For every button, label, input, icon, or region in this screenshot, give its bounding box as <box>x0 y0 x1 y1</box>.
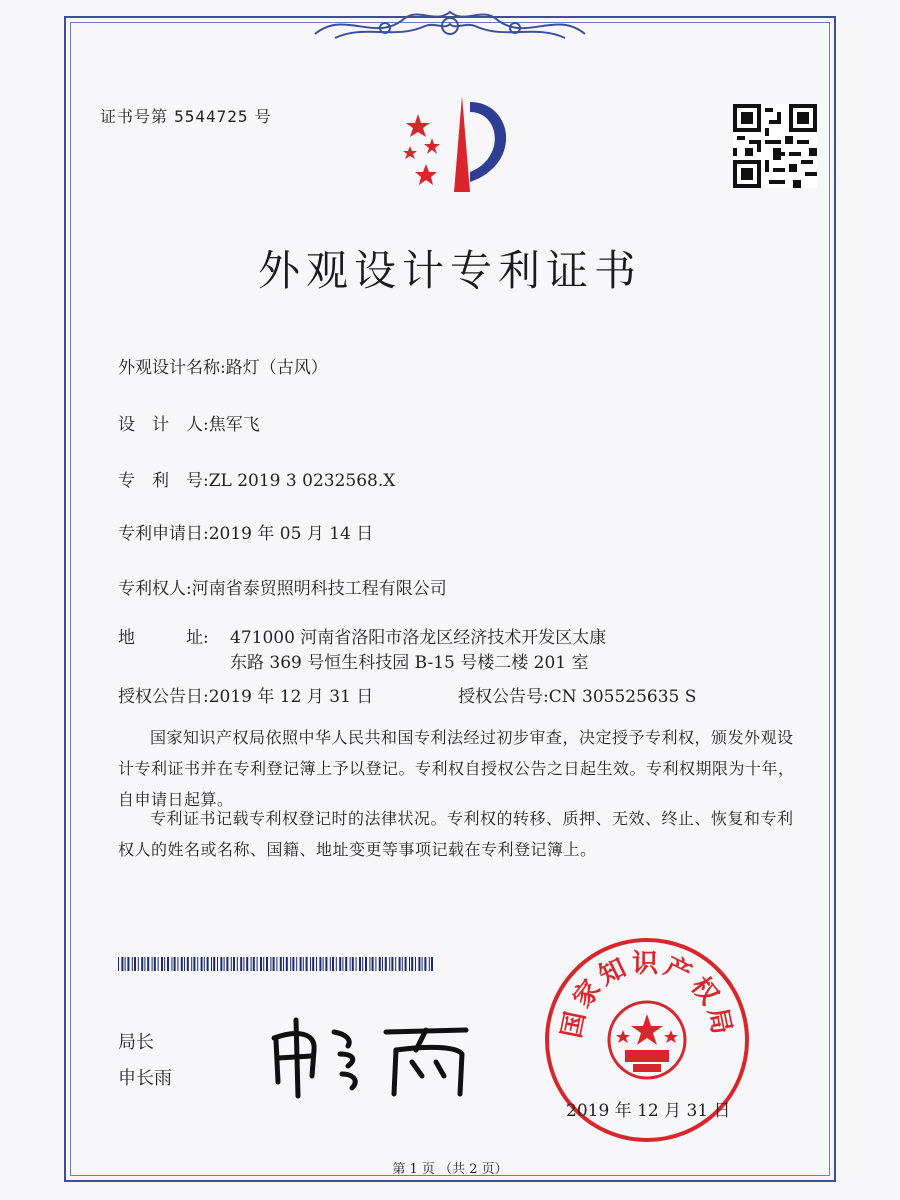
page-number: 第 1 页 （共 2 页） <box>392 1162 508 1177</box>
barcode-bar <box>201 957 203 971</box>
barcode-bar <box>316 957 317 971</box>
barcode-bar <box>144 957 145 971</box>
grant-number-label: 授权公告号: <box>458 687 549 707</box>
barcode-bar <box>429 957 430 971</box>
designer-label: 设 计 人: <box>118 415 209 435</box>
barcode-bar <box>415 957 416 971</box>
barcode-bar <box>402 957 403 971</box>
barcode-bar <box>336 957 337 971</box>
seal-text: 国家知识产权局 <box>556 948 738 1041</box>
barcode-bar <box>310 957 311 971</box>
barcode-bar <box>342 957 343 971</box>
patentee-value: 河南省泰贸照明科技工程有限公司 <box>191 579 447 599</box>
designer-row <box>118 410 260 435</box>
barcode-bar <box>352 957 354 971</box>
barcode-bar <box>391 957 393 971</box>
barcode-bar <box>325 957 327 971</box>
barcode-bar <box>177 957 178 971</box>
barcode-bar <box>372 957 374 971</box>
barcode-bar <box>141 957 143 971</box>
barcode-bar <box>375 957 376 971</box>
certificate-number <box>100 104 272 127</box>
director-title: 局长 <box>118 1032 154 1053</box>
barcode-bar <box>369 957 370 971</box>
body-paragraph-1: 国家知识产权局依照中华人民共和国专利法经过初步审查，决定授予专利权，颁发外观设计专利证书并在专利登记簿上予以登记。专利权自授权公告之日起生效。专利权期限为十年，自申请日起算。 <box>118 728 795 809</box>
barcode-bar <box>276 957 277 971</box>
barcode-bar <box>270 957 271 971</box>
barcode-bar <box>339 957 341 971</box>
barcode-bar <box>300 957 302 971</box>
filing-date-row <box>118 519 373 544</box>
barcode-bar <box>118 957 119 971</box>
barcode-bar <box>167 957 169 971</box>
certificate-number-label: 证书号第 <box>100 107 169 126</box>
barcode-bar <box>211 957 212 971</box>
barcode-bar <box>283 957 284 971</box>
barcode-bar <box>399 957 401 971</box>
barcode-bar <box>260 957 262 971</box>
design-name-row <box>118 353 328 378</box>
certificate-number-suffix: 号 <box>254 107 272 126</box>
barcode-bar <box>243 957 244 971</box>
barcode-bar <box>134 957 136 971</box>
barcode-bar <box>409 957 410 971</box>
barcode-bar <box>164 957 165 971</box>
director-signature <box>256 1010 496 1100</box>
barcode-bar <box>231 957 232 971</box>
barcode-bar <box>350 957 351 971</box>
body-paragraph-2: 专利证书记载专利权登记时的法律状况。专利权的转移、质押、无效、终止、恢复和专利权人的姓名或名称、国籍、地址变更等事项记载在专利登记簿上。 <box>118 809 794 859</box>
grant-date-label: 授权公告日: <box>118 687 209 707</box>
barcode-bar <box>280 957 282 971</box>
barcode-bar <box>121 957 123 971</box>
barcode-bar <box>181 957 183 971</box>
barcode-bar <box>204 957 205 971</box>
certificate-number-value: 5544725 <box>174 107 249 126</box>
seal-date: 2019 年 12 月 31 日 <box>566 1101 731 1121</box>
barcode-bar <box>330 957 331 971</box>
barcode-bar <box>385 957 387 971</box>
barcode-bar <box>273 957 275 971</box>
qr-code-icon <box>733 104 817 188</box>
barcode-icon <box>118 957 434 971</box>
barcode-bar <box>217 957 218 971</box>
filing-date-label: 专利申请日: <box>118 524 209 544</box>
barcode-bar <box>323 957 324 971</box>
barcode-bar <box>359 957 361 971</box>
barcode-bar <box>184 957 185 971</box>
barcode-bar <box>174 957 176 971</box>
barcode-bar <box>207 957 209 971</box>
barcode-bar <box>405 957 407 971</box>
barcode-bar <box>253 957 255 971</box>
barcode-bar <box>332 957 334 971</box>
barcode-bar <box>154 957 156 971</box>
barcode-bar <box>224 957 225 971</box>
barcode-bar <box>213 957 215 971</box>
barcode-bar <box>197 957 198 971</box>
barcode-bar <box>240 957 242 971</box>
barcode-bar <box>292 957 294 971</box>
barcode-bar <box>263 957 264 971</box>
barcode-bar <box>418 957 420 971</box>
grant-date-value: 2019 年 12 月 31 日 <box>208 687 374 707</box>
top-ornament-icon <box>305 4 595 46</box>
address-label: 地 址: <box>118 628 209 648</box>
barcode-bar <box>296 957 297 971</box>
design-name-label: 外观设计名称: <box>118 358 226 378</box>
patentee-label: 专利权人: <box>118 579 192 599</box>
design-name-value: 路灯（古风） <box>225 358 328 378</box>
barcode-bar <box>422 957 423 971</box>
barcode-bar <box>233 957 235 971</box>
barcode-bar <box>290 957 291 971</box>
barcode-bar <box>138 957 139 971</box>
barcode-bar <box>132 957 133 971</box>
barcode-bar <box>127 957 129 971</box>
barcode-bar <box>365 957 367 971</box>
designer-value: 焦军飞 <box>208 415 260 435</box>
filing-date-value: 2019 年 05 月 14 日 <box>208 524 374 544</box>
barcode-bar <box>389 957 390 971</box>
barcode-bar <box>193 957 195 971</box>
certificate-title: 外观设计专利证书 <box>257 246 642 295</box>
barcode-bar <box>395 957 396 971</box>
address-value: 471000 河南省洛阳市洛龙区经济技术开发区太康东路 369 号恒生科技园 B-15 号楼二楼 201 室 <box>230 628 607 673</box>
grant-number-row <box>458 682 696 707</box>
barcode-bar <box>382 957 383 971</box>
barcode-bar <box>266 957 268 971</box>
barcode-bar <box>220 957 222 971</box>
barcode-bar <box>152 957 153 971</box>
grant-date-row <box>118 682 373 707</box>
patent-number-label: 专 利 号: <box>118 471 209 491</box>
barcode-bar <box>431 957 433 971</box>
barcode-bar <box>312 957 314 971</box>
barcode-bar <box>125 957 126 971</box>
barcode-bar <box>257 957 258 971</box>
cnipa-emblem-icon <box>388 94 528 194</box>
patentee-row <box>118 574 447 599</box>
barcode-bar <box>362 957 363 971</box>
barcode-bar <box>306 957 308 971</box>
barcode-bar <box>171 957 172 971</box>
barcode-bar <box>158 957 159 971</box>
patent-number-row <box>118 466 395 491</box>
barcode-bar <box>226 957 228 971</box>
barcode-bar <box>251 957 252 971</box>
director-name: 申长雨 <box>118 1068 172 1089</box>
patent-number-value: ZL 2019 3 0232568.X <box>208 471 396 491</box>
barcode-bar <box>237 957 238 971</box>
barcode-bar <box>345 957 347 971</box>
barcode-bar <box>411 957 413 971</box>
barcode-bar <box>303 957 304 971</box>
barcode-bar <box>379 957 381 971</box>
barcode-bar <box>424 957 426 971</box>
barcode-bar <box>147 957 149 971</box>
barcode-bar <box>191 957 192 971</box>
barcode-bar <box>319 957 321 971</box>
barcode-bar <box>286 957 288 971</box>
barcode-bar <box>187 957 189 971</box>
barcode-bar <box>161 957 163 971</box>
barcode-bar <box>356 957 357 971</box>
barcode-bar <box>246 957 248 971</box>
grant-number-value: CN 305525635 S <box>548 687 697 707</box>
